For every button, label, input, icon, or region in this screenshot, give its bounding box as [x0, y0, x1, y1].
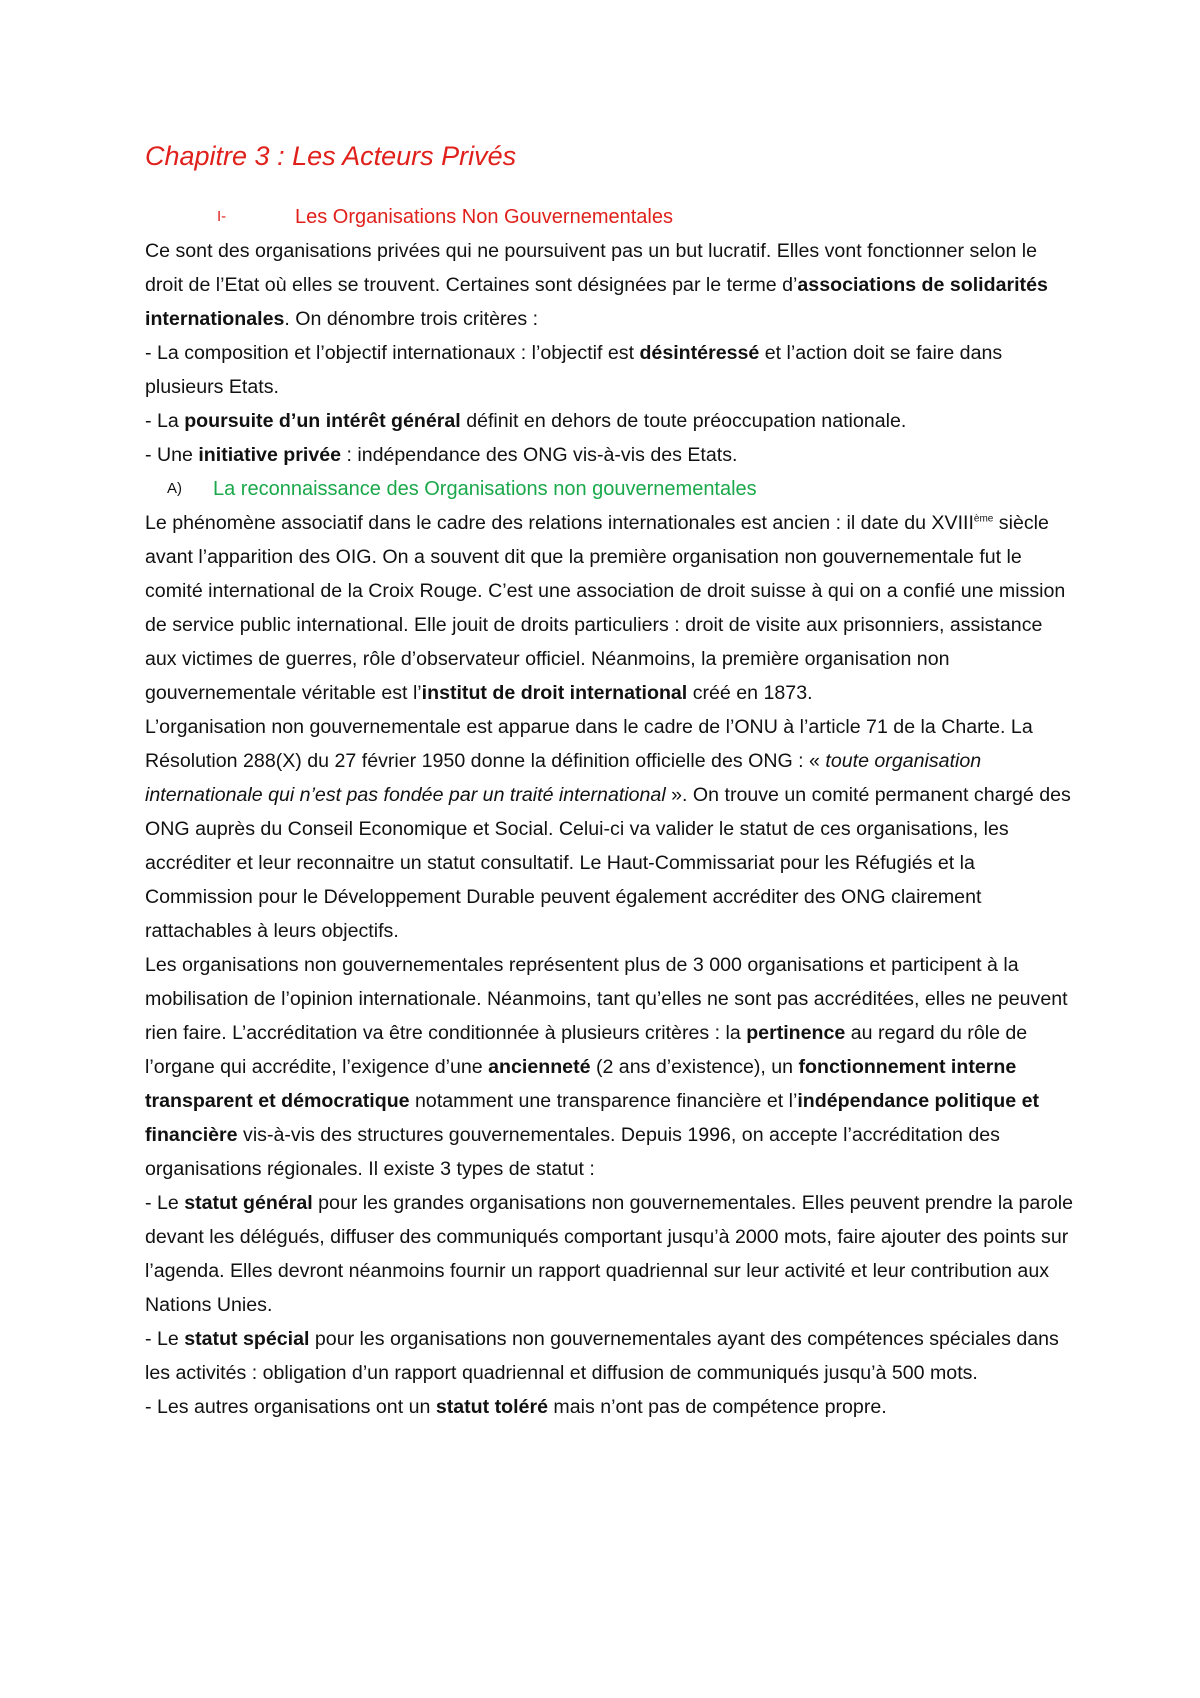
text-run: mais n’ont pas de compétence propre. — [547, 1396, 887, 1419]
bold-term: initiative privée — [198, 444, 342, 467]
text-run: au regard du rôle de l’organe qui accrédite, l’exigence d’une — [145, 1022, 1028, 1079]
intro-paragraph — [145, 234, 1075, 336]
text-run: et l’action doit se faire dans plusieurs Etats. — [145, 342, 1003, 399]
text-run: pour les grandes organisations non gouvernementales. Elles peuvent prendre la parole devant les délégués, diffuser des communiqués comportant jusqu’à 2000 mots, faire ajouter des points sur l’agenda. Elles devront néanmoins fournir un rapport quadriennal sur leur activité et leur contribution aux Nations Unies. — [145, 1192, 1073, 1317]
onu-paragraph — [145, 710, 1075, 948]
text-run: L’organisation non gouvernementale est apparue dans le cadre de l’ONU à l’article 71 de la Charte. La Résolution 288(X) du 27 février 1950 donne la définition officielle des ONG : « — [145, 716, 1033, 773]
text-run: définit en dehors de toute préoccupation nationale. — [460, 410, 907, 433]
text-run: - La — [145, 410, 185, 433]
text-run: : indépendance des ONG vis-à-vis des Etats. — [341, 444, 738, 467]
subsection-number: A) — [167, 480, 182, 498]
bold-term: désintéressé — [639, 342, 760, 365]
criterion-1 — [145, 336, 1075, 404]
bold-term: statut toléré — [435, 1396, 548, 1419]
text-run: siècle avant l’apparition des OIG. On a souvent dit que la première organisation non gouvernementale fut le comité international de la Croix Rouge. C’est une association de droit suisse à qui on a confié une mission de service public international. Elle jouit de droits particuliers : droit de visite aux prisonniers, assistance aux victimes de guerres, rôle d’observateur officiel. Néanmoins, la première organisation non gouvernementale véritable est l’ — [145, 512, 1066, 705]
bold-term: statut spécial — [184, 1328, 310, 1351]
text-run: - Le — [145, 1192, 185, 1215]
text-run: (2 ans d’existence), un — [590, 1056, 799, 1079]
text-run: Ce sont des organisations privées qui ne poursuivent pas un but lucratif. Elles vont fonctionner selon le droit de l’Etat où elles se trouvent. Certaines sont désignées par le terme d’ — [145, 240, 1038, 297]
bold-term: fonctionnement interne transparent et démocratique — [145, 1056, 1017, 1113]
bold-term: poursuite d’un intérêt général — [184, 410, 461, 433]
document-body — [145, 140, 1075, 1424]
statut-tolere — [145, 1390, 1075, 1424]
superscript: ème — [973, 513, 994, 525]
section-title: Les Organisations Non Gouvernementales — [295, 206, 673, 229]
bold-term: pertinence — [746, 1022, 846, 1045]
chapter-title: Chapitre 3 : Les Acteurs Privés — [145, 141, 517, 171]
bold-term: statut général — [184, 1192, 313, 1215]
text-run: Les organisations non gouvernementales représentent plus de 3 000 organisations et participent à la mobilisation de l’opinion internationale. Néanmoins, tant qu’elles ne sont pas accréditées, elles ne peuvent rien faire. L’accréditation va être conditionnée à plusieurs critères : la — [145, 954, 1068, 1045]
subsection-heading — [167, 472, 1075, 506]
section-number: I- — [217, 208, 227, 226]
bold-term: associations de solidarités internationales — [145, 274, 1048, 331]
accreditation-paragraph — [145, 948, 1075, 1186]
text-run: - Les autres organisations ont un — [145, 1396, 436, 1419]
text-run: ». On trouve un comité permanent chargé des ONG auprès du Conseil Economique et Social. Celui-ci va valider le statut de ces organisations, les accréditer et leur reconnaitre un statut consultatif. Le Haut-Commissariat pour les Réfugiés et la Commission pour le Développement Durable peuvent également accréditer des ONG clairement rattachables à leurs objectifs. — [145, 784, 1071, 943]
text-run: pour les organisations non gouvernementales ayant des compétences spéciales dans les activités : obligation d’un rapport quadriennal et diffusion de communiqués jusqu’à 500 mots. — [145, 1328, 1059, 1385]
bold-term: institut de droit international — [421, 682, 688, 705]
statut-general — [145, 1186, 1075, 1322]
text-run: - La composition et l’objectif internationaux : l’objectif est — [145, 342, 640, 365]
history-paragraph — [145, 506, 1075, 710]
italic-quote: toute organisation internationale qui n’est pas fondée par un traité international — [145, 750, 982, 807]
section-heading — [217, 200, 1075, 234]
text-run: . On dénombre trois critères : — [284, 308, 539, 331]
criterion-3 — [145, 438, 1075, 472]
bold-term: indépendance politique et financière — [145, 1090, 1040, 1147]
subsection-title: La reconnaissance des Organisations non gouvernementales — [213, 478, 757, 501]
text-run: créé en 1873. — [687, 682, 813, 705]
text-run: - Une — [145, 444, 199, 467]
statut-special — [145, 1322, 1075, 1390]
text-run: notamment une transparence financière et l’ — [409, 1090, 798, 1113]
text-run: - Le — [145, 1328, 185, 1351]
bold-term: ancienneté — [488, 1056, 591, 1079]
text-run: vis-à-vis des structures gouvernementales. Depuis 1996, on accepte l’accréditation des organisations régionales. Il existe 3 types de statut : — [145, 1124, 1000, 1181]
text-run: Le phénomène associatif dans le cadre des relations internationales est ancien : il date du XVIII — [145, 512, 974, 535]
criterion-2 — [145, 404, 1075, 438]
